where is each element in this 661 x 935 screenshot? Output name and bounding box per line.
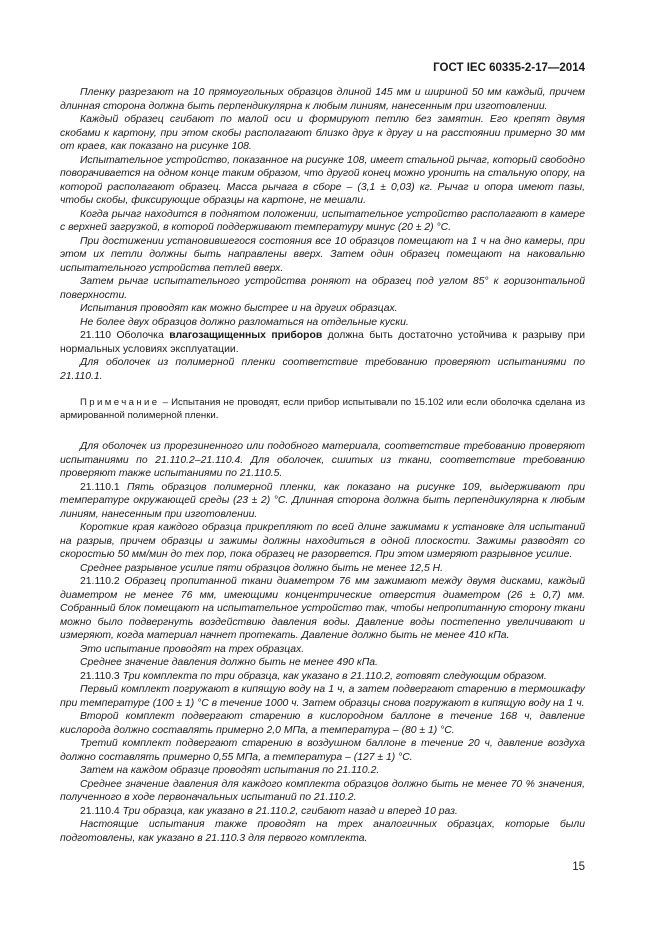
note-label: Примечание: [80, 397, 160, 408]
paragraph: Это испытание проводят на трех образцах.: [80, 643, 305, 655]
clause-text-before: Оболочка: [111, 330, 170, 341]
paragraph: При достижении установившегося состояния все 10 образцов помещают на 1 ч на дно камеры, при этом их петли должны быть направлены вверх. Затем один образец помещают на наковальню испытательного устройства петлей вверх.: [60, 235, 585, 274]
paragraph: Настоящие испытания также проводят на трех аналогичных образцах, которые были подготовлены, как указано в 21.110.3 для первого комплекта.: [60, 819, 585, 844]
paragraph: Испытательное устройство, показанное на рисунке 108, имеет стальной рычаг, который свободно поворачивается на одном конце таким образом, что другой конец можно уронить на стальную опору, на которой располагают образец. Масса рычага в сборе – (3,1 ± 0,03) кг. Рычаг и опора имеют пазы, чтобы скобы, фиксирующие образцы на картоне, не мешали.: [60, 154, 585, 206]
document-header: ГОСТ IEC 60335-2-17—2014: [433, 62, 585, 74]
clause-21-110: [60, 329, 585, 356]
paragraph: Третий комплект подвергают старению в воздушном баллоне в течение 20 ч, давление воздуха должно составлять примерно 0,55 МПа, а температура – (127 ± 1) °С.: [60, 738, 585, 763]
clause-21-110-3: [60, 670, 585, 684]
clause-number: 21.110: [80, 330, 112, 341]
paragraph: Среднее значение давления для каждого комплекта образцов должно быть не менее 70 % значения, полученного в ходе первоначальных испытаний по 21.110.2.: [60, 778, 585, 803]
clause-number: 21.110.2: [80, 576, 120, 587]
paragraph: Первый комплект погружают в кипящую воду на 1 ч, а затем подвергают старению в термошкафу при температуре (100 ± 1) °С в течение 1000 ч. Затем образцы снова погружают в кипящую воду на 1 ч.: [60, 684, 585, 709]
paragraph: Второй комплект подвергают старению в кислородном баллоне в течение 168 ч, давление кислорода должно составлять примерно 2,0 МПа, а температура – (80 ± 1) °С.: [60, 711, 585, 736]
clause-21-110-2: [60, 575, 585, 643]
paragraph: Среднее значение давления должно быть не менее 490 кПа.: [80, 657, 378, 668]
clause-21-110-4: [60, 805, 585, 819]
clause-text-after: должна быть достаточно устойчива к разрыву при нормальных условиях эксплуатации.: [60, 330, 585, 355]
paragraph: Затем рычаг испытательного устройства роняют на образец под углом 85° к горизонтальной поверхности.: [60, 276, 585, 301]
paragraph: Для оболочек из прорезиненного или подобного материала, соответствие требованию проверяют испытаниями по 21.110.2–21.110.4. Для оболочек, сшитых из ткани, соответствие требованию проверяют также испытаниями по 21.110.5.: [60, 441, 585, 479]
clause-text: Три комплекта по три образца, как указано в 21.110.2, готовят следующим образом.: [119, 670, 547, 682]
paragraph-polymer-check: Для оболочек из полимерной пленки соответствие требованию проверяют испытаниями по 21.110.1.: [60, 357, 585, 382]
clause-21-110-1: [60, 481, 585, 522]
clause-number: 21.110.4: [80, 805, 120, 817]
paragraph: Когда рычаг находится в поднятом положении, испытательное устройство располагают в камере с верхней загрузкой, в которой поддерживают температуру минус (20 ± 2) °С.: [60, 208, 585, 233]
clause-number: 21.110.3: [80, 670, 120, 682]
paragraph: Среднее разрывное усилие пяти образцов должно быть не менее 12,5 Н.: [80, 562, 444, 574]
paragraph: Не более двух образцов должно разломаться на отдельные куски.: [80, 316, 409, 328]
paragraph: Затем на каждом образце проводят испытания по 21.110.2.: [80, 765, 380, 776]
paragraph: Короткие края каждого образца прикрепляют по всей длине зажимами к установке для испытаний на разрыв, причем образцы и зажимы должны находиться в одной плоскости. Зажимы разводят со скоростью 50 мм/мин до тех пор, пока образец не разорвется. При этом измеряют разрывное усилие.: [60, 522, 585, 560]
clause-text: Образец пропитанной ткани диаметром 76 мм зажимают между двумя дисками, каждый диаметром не менее 76 мм, имеющими концентрические отверстия диаметром (26 ± 0,7) мм. Собранный блок помещают на испытательное устройство так, чтобы непропитанную сторону ткани можно было подвергнуть воздействию давления воды. Давление воды постепенно увеличивают и измеряют, когда материал начнет протекать. Давление должно быть не менее 410 кПа.: [60, 576, 585, 641]
paragraph: Испытания проводят как можно быстрее и на других образцах.: [80, 303, 398, 314]
page-number: 15: [572, 861, 585, 873]
clause-text: Три образца, как указано в 21.110.2, сгибают назад и вперед 10 раз.: [119, 805, 458, 817]
clause-number: 21.110.1: [80, 481, 120, 493]
clause-text: Пять образцов полимерной пленки, как показано на рисунке 109, выдерживают при температуре окружающей среды (23 ± 2) °С. Длинная сторона должна быть перпендикулярна к любым линиям, нанесенным при изготовлении.: [60, 481, 585, 520]
note-text: – Испытания не проводят, если прибор испытывали по 15.102 или если оболочка сделана из армированной полимерной пленки.: [60, 397, 585, 421]
page-content: [60, 86, 585, 845]
clause-bold-term: влагозащищенных приборов: [169, 330, 323, 341]
paragraph: Каждый образец сгибают по малой оси и формируют петлю без замятин. Его крепят двумя скобами к картону, при этом скобы располагают близко друг к другу и на расстоянии примерно 30 мм от краев, как показано на рисунке 108.: [60, 114, 585, 152]
paragraph: Пленку разрезают на 10 прямоугольных образцов длиной 145 мм и шириной 50 мм каждый, причем длинная сторона должна быть перпендикулярна к любым линиям, нанесенным при изготовлении.: [60, 87, 585, 112]
note: [60, 397, 585, 422]
